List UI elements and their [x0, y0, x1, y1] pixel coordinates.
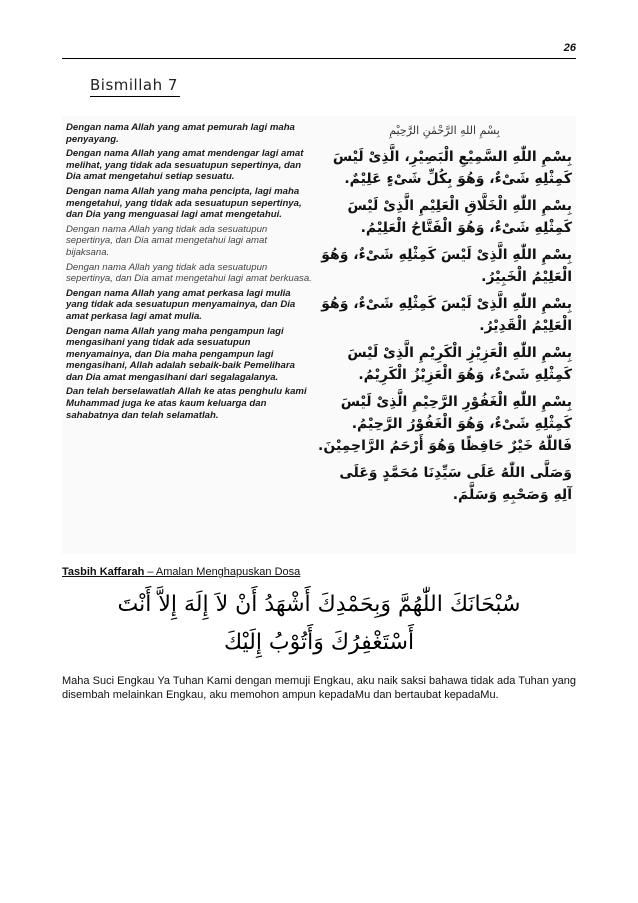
subheading	[62, 566, 300, 578]
arabic-paragraph: بِسْمِ اللّٰهِ الْغَفُوْرِ الرَّحِيْمِ الَّذِىْ لَيْسَ كَمِثْلِهِ شَىْءٌ، وَهُوَ الْغَفُوْرُ الرَّحِيْمُ. فَاللّٰهُ خَيْرٌ حَافِظًا وَهُوَ أَرْحَمُ الرَّاحِمِيْنَ.	[318, 394, 572, 454]
page-number: 26	[563, 42, 576, 54]
section-title: Bismillah 7	[90, 76, 180, 97]
arabic-paragraph: بِسْمِ اللّٰهِ الْخَلَّاقِ الْعَلِيْمِ الَّذِىْ لَيْسَ كَمِثْلِهِ شَىْءٌ، وَهُوَ الْفَتَّاحُ الْعَلِيْمُ.	[347, 198, 572, 236]
translation: Maha Suci Engkau Ya Tuhan Kami dengan memuji Engkau, aku naik saksi bahawa tidak ada Tuhan yang disembah melainkan Engkau, aku memohon ampun kepadaMu dan bertaubat kepadaMu.	[62, 675, 576, 701]
prayer-line-1: سُبْحَانَكَ اللّٰهُمَّ وَبِحَمْدِكَ أَشْهَدُ أَنْ لاَ إِلَهَ إِلاَّ أَنْتَ	[117, 592, 521, 617]
malay-paragraph: Dengan nama Allah yang maha pengampun lagi mengasihani yang tidak ada sesuatupun menyamainya, dan Dia maha pengampun lagi mengasihani, Allah adalah sebaik-baik Pemelihara dan Dia amat mengasihani dari segalagalanya.	[66, 325, 295, 383]
header-rule	[62, 58, 576, 59]
malay-paragraph: Dengan nama Allah yang tidak ada sesuatupun sepertinya, dan Dia amat mengetahui lagi amat berkuasa.	[66, 261, 312, 285]
arabic-paragraph: بِسْمِ اللّٰهِ الْعَزِيْزِ الْكَرِيْمِ الَّذِىْ لَيْسَ كَمِثْلِهِ شَىْءٌ، وَهُوَ الْعَزِيْزُ الْكَرِيْمُ.	[347, 345, 572, 383]
malay-column	[66, 122, 312, 424]
arabic-basmala: بِسْمِ اللهِ الرَّحْمٰنِ الرَّحِيْمِ	[389, 124, 500, 137]
malay-paragraph: Dengan nama Allah yang tidak ada sesuatupun sepertinya, dan Dia amat mengetahui lagi amat bijaksana.	[66, 223, 268, 258]
prayer-line-2: أَسْتَغْفِرُكَ وَأَتُوْبُ إِلَيْكَ	[223, 630, 415, 655]
arabic-paragraph: بِسْمِ اللّٰهِ الَّذِىْ لَيْسَ كَمِثْلِهِ شَىْءٌ، وَهُوَ الْعَلِيْمُ الْخَبِيْرُ.	[321, 247, 572, 285]
subheading-rest: – Amalan Menghapuskan Dosa	[144, 566, 301, 578]
arabic-paragraph: بِسْمِ اللّٰهِ السَّمِيْعِ الْبَصِيْرِ، الَّذِىْ لَيْسَ كَمِثْلِهِ شَىْءٌ، وَهُوَ بِكُلِّ شَىْءٍ عَلِيْمٌ.	[332, 149, 572, 187]
malay-paragraph: Dengan nama Allah yang maha pencipta, lagi maha mengetahui, yang tidak ada sesuatupun sepertinya, dan Dia yang menguasai lagi amat mengetahui.	[66, 185, 302, 221]
arabic-paragraph: بِسْمِ اللّٰهِ الَّذِىْ لَيْسَ كَمِثْلِهِ شَىْءٌ، وَهُوَ الْعَلِيْمُ الْقَدِيْرُ.	[321, 296, 572, 334]
arabic-paragraph: وَصَلَّى اللّٰهُ عَلَى سَيِّدِنَا مُحَمَّدٍ وَعَلَى آلِهِ وَصَحْبِهِ وَسَلَّمَ.	[339, 465, 572, 503]
malay-paragraph: Dengan nama Allah yang amat pemurah lagi maha penyayang.	[66, 122, 295, 145]
malay-paragraph: Dengan nama Allah yang amat mendengar lagi amat melihat, yang tidak ada sesuatupun sepertinya, dan Dia amat mengetahui setiap sesuatu.	[66, 148, 304, 183]
malay-paragraph: Dan telah berselawatlah Allah ke atas penghulu kami Muhammad juga ke atas kaum keluarga dan sahabatnya dan telah selamatlah.	[66, 386, 307, 421]
malay-paragraph: Dengan nama Allah yang amat perkasa lagi mulia yang tidak ada sesuatupun menyamainya, dan Dia amat perkasa lagi amat mulia.	[66, 287, 296, 322]
arabic-column	[317, 120, 572, 511]
subheading-bold: Tasbih Kaffarah	[62, 566, 145, 578]
scanned-excerpt	[62, 116, 576, 554]
